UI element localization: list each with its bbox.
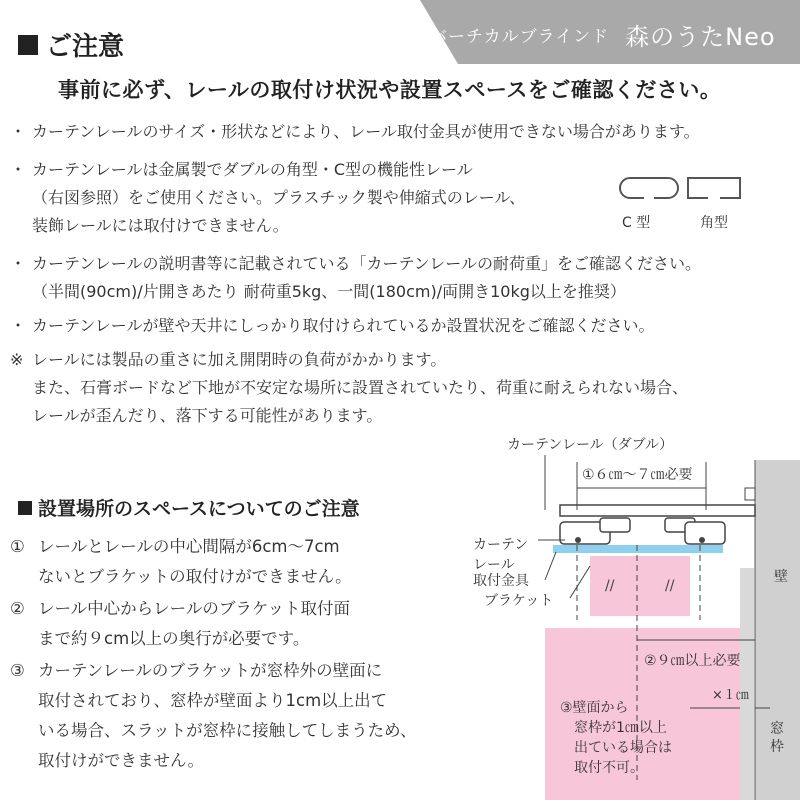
wall-label: 壁 <box>774 569 788 585</box>
square-type-label: 角型 <box>700 215 728 231</box>
square-type-rail-icon <box>688 178 740 198</box>
space-item-3: ③ カーテンレールのブラケットが窓枠外の壁面に 取付されており、窓枠が壁面より1cm以上出て いる場合、スラットが窓枠に接触してしまうため、 取付けができません。 <box>10 661 417 770</box>
frame-label: 窓 枠 <box>770 721 784 755</box>
rail-beam <box>560 505 755 516</box>
space-heading <box>18 494 360 521</box>
bracket-fitting-label: 取付金具 <box>473 573 529 589</box>
dimension-1-label: ①６㎝〜７㎝必要 <box>582 467 693 483</box>
brand-subtitle: バーチカルブラインド <box>430 26 610 47</box>
square-bullet-icon <box>18 501 32 515</box>
notice-heading <box>18 26 124 63</box>
bracket-fitting-band <box>553 545 723 553</box>
note-block: ※ レールには製品の重さに加え開閉時の負荷がかかります。 また、石膏ボードなど下地が不安定な場所に設置されていたり、荷重に耐えられない場合、 レールが歪んだり、落下する可能性があります。 <box>10 350 689 425</box>
notice-title: ご注意 <box>46 32 125 62</box>
svg-text://: // <box>665 578 675 594</box>
c-type-rail-icon <box>620 178 678 198</box>
c-type-label: C 型 <box>622 215 651 231</box>
space-title: 設置場所のスペースについてのご注意 <box>38 498 360 520</box>
bullet-1: ・ カーテンレールのサイズ・形状などにより、レール取付金具が使用できない場合があります。 <box>10 122 700 141</box>
bullet-3: ・ カーテンレールの説明書等に記載されている「カーテンレールの耐荷重」をご確認ください。 （半間(90cm)/片開きあたり 耐荷重5kg、一間(180cm)/両開き10kg以上を推奨） <box>10 254 701 301</box>
rail-label: カーテン レール <box>473 537 529 573</box>
bullet-4: ・ カーテンレールが壁や天井にしっかり取付けられているか設置状況をご確認ください。 <box>10 316 655 335</box>
brand <box>430 14 800 54</box>
brand-logo: 森のうたNeo <box>625 22 776 51</box>
dimension-3-label: ×１㎝ <box>712 688 749 703</box>
square-bullet-icon <box>18 35 38 55</box>
space-item-2: ② レール中心からレールのブラケット取付面 まで約９cm以上の奥行が必要です。 <box>10 599 351 648</box>
bracket-label: ブラケット <box>484 593 554 609</box>
space-item-1: ① レールとレールの中心間隔が6cm〜7cm ないとブラケットの取付けができません。 <box>10 537 352 586</box>
bullet-2: ・ カーテンレールは金属製でダブルの角型・C型の機能性レール （右図参照）をご使用ください。プラスチック製や伸縮式のレール、 装飾レールには取付けできません。 <box>10 160 526 235</box>
rail-title-label: カーテンレール（ダブル） <box>507 437 674 453</box>
svg-text://: // <box>605 578 615 594</box>
note-3-label: ③壁面から 窓枠が1㎝以上 出ている場合は 取付不可。 <box>560 700 672 776</box>
notice-lead: 事前に必ず、レールの取付け状況や設置スペースをご確認ください。 <box>58 78 722 102</box>
dimension-2-label: ②９㎝以上必要 <box>644 653 741 669</box>
